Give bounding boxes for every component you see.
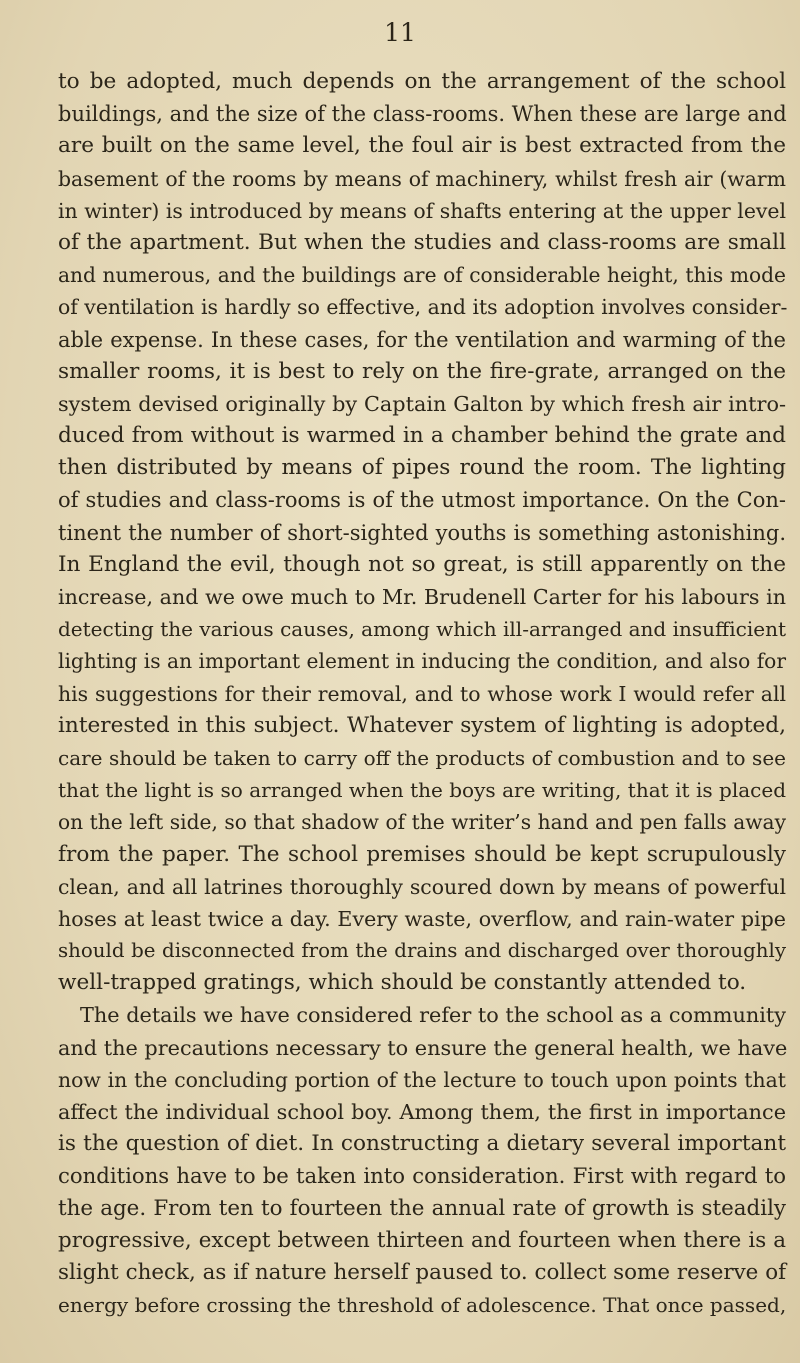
text-line: hoses at least twice a day. Every waste, overflow, and rain-water pipe [58,906,786,931]
text-line: on the left side, so that shadow of the writer’s hand and pen falls away [58,810,786,835]
text-line: is the question of diet. In constructing a dietary several important [58,1131,786,1157]
text-line: of studies and class-rooms is of the utmost importance. On the Con- [58,488,786,513]
text-line: In England the evil, though not so great, is still apparently on the [58,551,786,577]
text-line: increase, and we owe much to Mr. Brudenell Carter for his labours in [58,585,786,609]
text-line: basement of the rooms by means of machinery, whilst fresh air (warm [58,166,786,191]
text-line: now in the concluding portion of the lecture to touch upon points that [58,1067,786,1092]
text-line: detecting the various causes, among which ill-arranged and insufficient [58,617,786,642]
text-line: slight check, as if nature herself paused to. collect some reserve of [58,1259,786,1285]
text-line: then distributed by means of pipes round the room. The lighting [58,455,786,481]
text-line: care should be taken to carry off the products of combustion and to see [58,745,786,770]
text-line: of ventilation is hardly so effective, and its adoption involves consider- [58,295,788,320]
text-line: system devised originally by Captain Galton by which fresh air intro- [58,391,786,416]
text-line: energy before crossing the threshold of adolescence. That once passed, [58,1293,787,1318]
text-line: clean, and all latrines thoroughly scoured down by means of powerful [58,874,786,899]
text-line: smaller rooms, it is best to rely on the fire-grate, arranged on the [58,358,786,384]
text-line: of the apartment. But when the studies and class-rooms are small [58,229,786,255]
page-number: 11 [384,18,416,47]
text-line: his suggestions for their removal, and to whose work I would refer all [58,681,786,706]
text-line: conditions have to be taken into consideration. First with regard to [58,1163,786,1189]
text-line: are built on the same level, the foul air is best extracted from the [58,133,786,159]
text-line: and numerous, and the buildings are of considerable height, this mode [58,263,786,288]
text-line: and the precautions necessary to ensure the general health, we have [58,1035,788,1060]
text-line: duced from without is warmed in a chamber behind the grate and [58,423,786,449]
text-line: affect the individual school boy. Among them, the first in importance [58,1100,786,1124]
text-line: should be disconnected from the drains and discharged over thoroughly [58,939,786,963]
text-line: tinent the number of short-sighted youths is something astonishing. [58,520,786,545]
text-line: interested in this subject. Whatever system of lighting is adopted, [58,712,786,738]
text-line: The details we have considered refer to the school as a community [80,1003,786,1028]
text-line: in winter) is introduced by means of shafts entering at the upper level [58,198,786,223]
text-line: the age. From ten to fourteen the annual rate of growth is steadily [58,1195,786,1221]
text-line: that the light is so arranged when the boys are writing, that it is placed [58,778,786,803]
text-line: progressive, except between thirteen and fourteen when there is a [58,1227,786,1253]
body-text [58,66,786,1321]
text-line: well-trapped gratings, which should be constantly attended to. [58,970,747,996]
text-line: buildings, and the size of the class-rooms. When these are large and [58,102,787,127]
text-line: to be adopted, much depends on the arrangement of the school [58,69,786,94]
text-line: able expense. In these cases, for the ventilation and warming of the [58,327,786,352]
text-line: lighting is an important element in inducing the condition, and also for [58,649,786,674]
text-line: from the paper. The school premises should be kept scrupulously [58,841,786,867]
